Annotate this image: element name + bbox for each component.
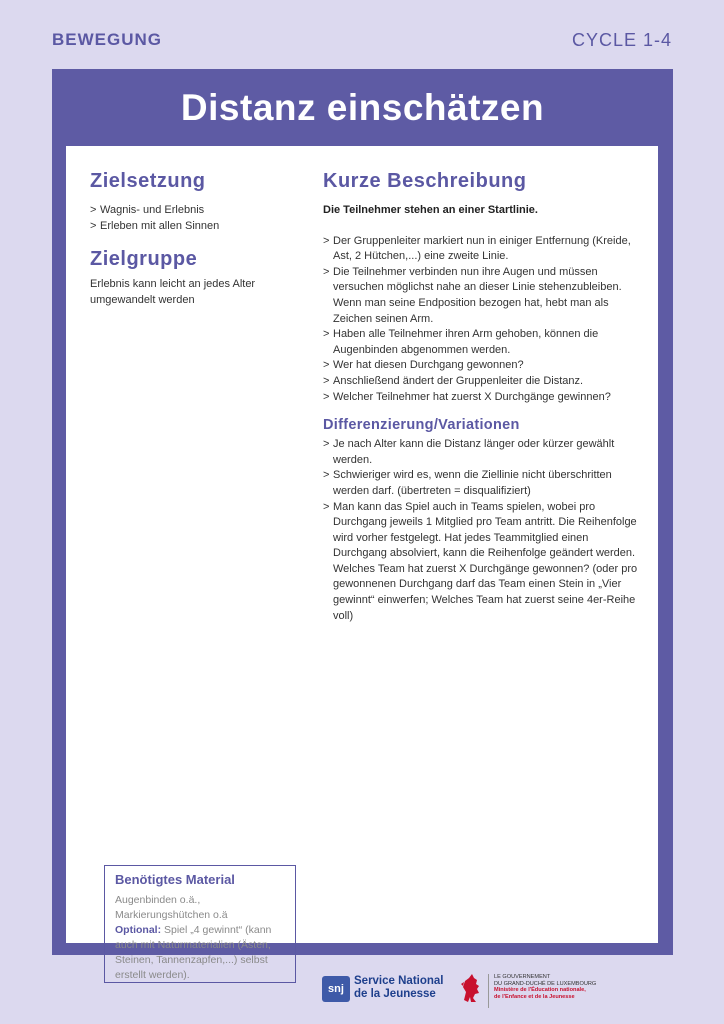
gov-line: DU GRAND-DUCHÉ DE LUXEMBOURG [494,980,597,987]
material-box [104,865,296,983]
zielgruppe-heading: Zielgruppe [90,248,198,271]
list-item: > Wer hat diesen Durchgang gewonnen? [323,358,643,374]
list-item: > Haben alle Teilnehmer ihren Arm gehoben, können die Augenbinden abgenommen werden. [323,327,643,358]
snj-name [354,975,443,1001]
gov-line: de l'Enfance et de la Jeunesse [494,993,575,1000]
material-heading: Benötigtes Material [115,872,235,887]
gov-line: Ministère de l'Éducation nationale, [494,987,586,994]
gov-divider [488,974,489,1008]
zielsetzung-heading: Zielsetzung [90,170,206,192]
lion-icon [458,972,484,1004]
list-item: > Schwieriger wird es, wenn die Ziellinie nicht überschritten werden darf. (übertreten = disqualifiziert) [323,468,643,499]
variationen-list [323,437,643,624]
list-item: > Welcher Teilnehmer hat zuerst X Durchgänge gewinnen? [323,390,643,406]
list-item: > Wagnis- und Erlebnis [90,203,290,219]
beschreibung-heading: Kurze Beschreibung [323,170,527,192]
list-item: > Anschließend ändert der Gruppenleiter die Distanz. [323,374,643,390]
left-column [90,170,290,308]
material-line: Markierungshütchen o.ä [115,909,228,921]
category-label: BEWEGUNG [52,30,162,49]
optional-text: Spiel „4 gewinnt“ (kann auch mit Naturmaterialien (Ästen, Steinen, Tannenzapfen,...) selbst erstellt werden). [115,924,272,981]
variationen-heading: Differenzierung/Variationen [323,417,520,434]
footer [0,968,724,1018]
gov-line: LE GOUVERNEMENT [494,974,551,980]
gov-text [494,974,604,1000]
material-line: Augenbinden o.ä., [115,894,201,906]
snj-logo: snj [322,976,350,1002]
list-item: > Je nach Alter kann die Distanz länger oder kürzer gewählt werden. [323,437,643,468]
list-item: > Man kann das Spiel auch in Teams spielen, wobei pro Durchgang jeweils 1 Mitglied pro Team antritt. Die Reihenfolge wird vorher festgelegt. Hat jedes Teammitglied einen Durchgang absolviert, kann die Reihenfolge geändert werden. Welches Team hat zuerst X Durchgänge gewonnen? (oder pro gewonnenen Durchgang darf das Team einen Stein in „Vier gewinnt“ einwerfen; Welches Team hat zuerst seine 4er-Reihe voll) [323,500,643,625]
list-item: > Der Gruppenleiter markiert nun in einiger Entfernung (Kreide, Ast, 2 Hütchen,...) eine zweite Linie. [323,234,643,265]
beschreibung-list [323,234,643,406]
zielsetzung-list [90,203,290,234]
snj-line: Service National [354,975,444,987]
page-title: Distanz einschätzen [180,87,545,128]
list-item: > Die Teilnehmer verbinden nun ihre Augen und müssen versuchen möglichst nahe an dieser Linie stehenzubleiben. Wenn man seine Endposition bezogen hat, hebt man als Zeichen seinen Arm. [323,265,643,327]
beschreibung-intro: Die Teilnehmer stehen an einer Startlinie. [323,204,538,216]
optional-label: Optional: [115,924,162,936]
cycle-label: CYCLE 1-4 [571,30,672,50]
list-item: > Erleben mit allen Sinnen [90,219,290,235]
zielgruppe-text: Erlebnis kann leicht an jedes Alter umgewandelt werden [90,278,256,306]
right-column [323,170,643,624]
snj-line: de la Jeunesse [354,988,436,1000]
